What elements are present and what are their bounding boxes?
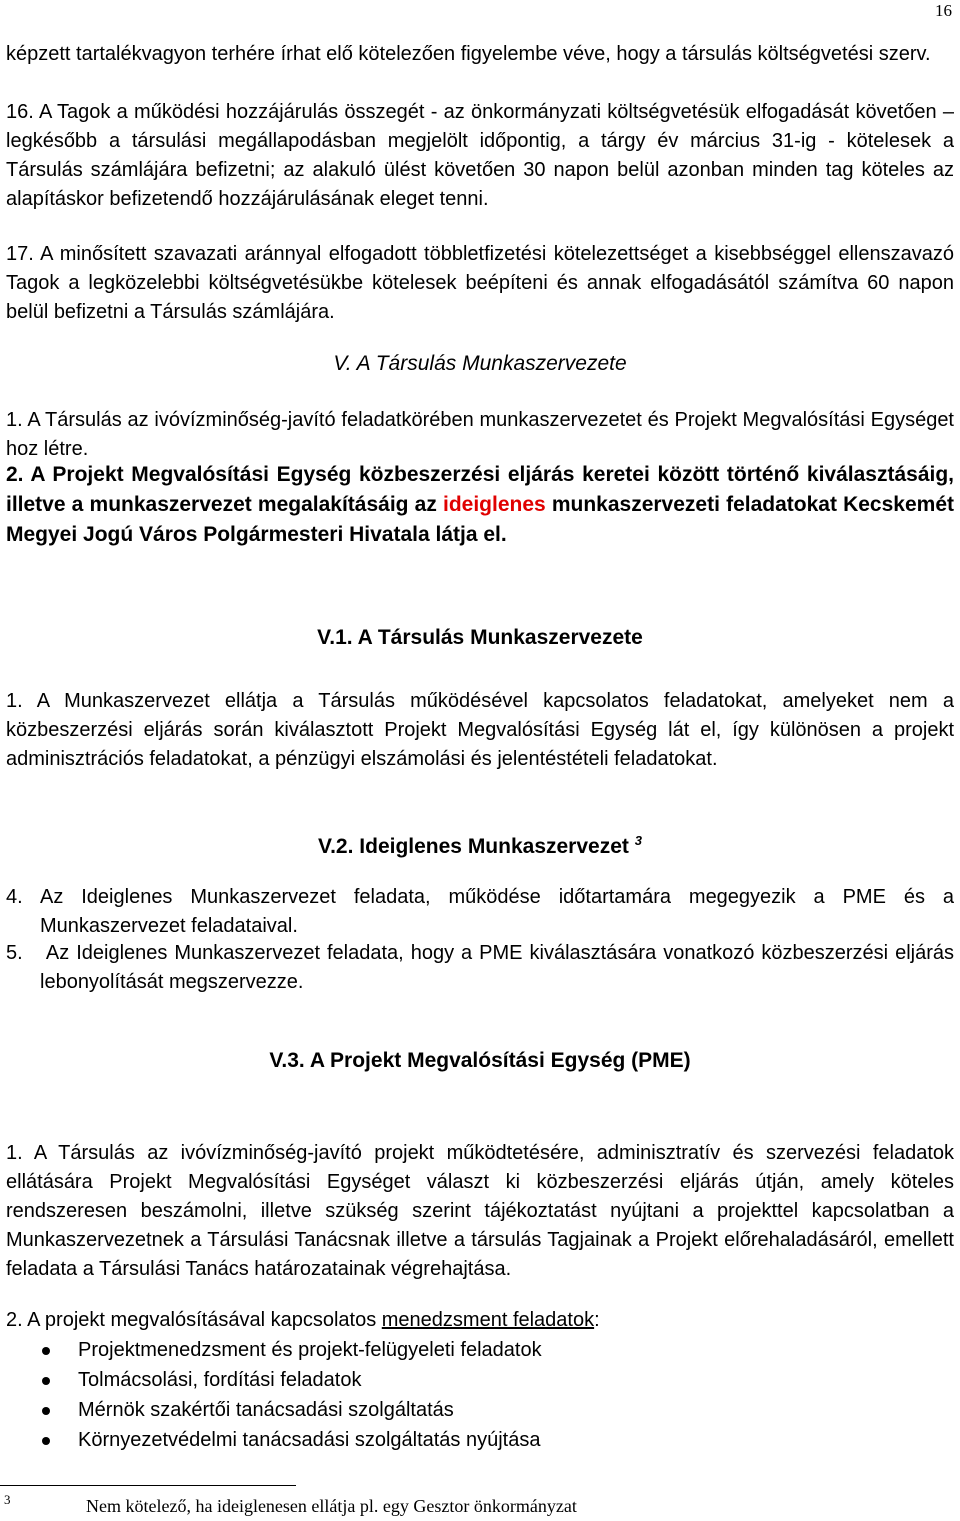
section-v-paragraph-2-text-b: munkaszervezeti feladatokat Kecskemét Megyei Jogú Város Polgármesteri Hivatala látja el. bbox=[6, 493, 954, 546]
footnote-separator bbox=[0, 1485, 296, 1486]
section-v3-paragraph-1: 1. A Társulás az ivóvízminőség-javító projekt működtetésére, adminisztratív és szervezési feladatok ellátására Projekt Megvalósítási Egységet választ ki közbeszerzési eljárás útján, amely köteles rendszeresen beszámolni, illetve szükség szerint tájékoztatást nyújtani a projekttel kapcsolatban a Munkaszervezetnek a Társulási Tanácsnak illetve a társulás Tagjainak a Projekt előrehaladásáról, emellett feladata a Társulási Tanács határozatainak végrehajtása. bbox=[6, 1142, 954, 1280]
item-number: 5. bbox=[6, 942, 23, 964]
section-v2-heading bbox=[0, 826, 960, 862]
list-item bbox=[6, 1396, 954, 1426]
section-v2-title: V.2. Ideiglenes Munkaszervezet bbox=[318, 835, 629, 858]
highlighted-word-ideiglenes: ideiglenes bbox=[442, 493, 546, 516]
task-bullet-list bbox=[6, 1336, 954, 1456]
bullet-icon bbox=[42, 1407, 50, 1415]
paragraph-17: 17. A minősített szavazati aránnyal elfogadott többletfizetési kötelezettséget a kisebbséggel ellenszavazó Tagok a legközelebbi költségvetésükbe kötelesek beépíteni és annak elfogadásától számítva 60 napon belül befizetni a Társulás számlájára. bbox=[6, 243, 954, 323]
list-item bbox=[6, 1426, 954, 1456]
bullet-icon bbox=[42, 1377, 50, 1385]
section-v3-paragraph-2-text-a: 2. A projekt megvalósításával kapcsolatos bbox=[6, 1309, 382, 1331]
section-v2-item-5 bbox=[6, 939, 954, 997]
section-v3-paragraph-2-text-b: : bbox=[594, 1309, 600, 1331]
list-item-text: Tolmácsolási, fordítási feladatok bbox=[78, 1369, 362, 1391]
item-number: 4. bbox=[6, 886, 23, 908]
paragraph-continued: képzett tartalékvagyon terhére írhat elő kötelezően figyelembe véve, hogy a társulás költségvetési szerv. bbox=[6, 43, 931, 65]
footnote-text: Nem kötelező, ha ideiglenesen ellátja pl. egy Gesztor önkormányzat bbox=[86, 1496, 577, 1516]
section-v3-title: V.3. A Projekt Megvalósítási Egység (PME) bbox=[269, 1049, 691, 1072]
section-v-paragraph-1: 1. A Társulás az ivóvízminőség-javító feladatkörében munkaszervezetet és Projekt Megvalósítási Egységet hoz létre. bbox=[6, 409, 954, 460]
section-v-paragraph-2 bbox=[6, 460, 954, 550]
bullet-icon bbox=[42, 1347, 50, 1355]
section-v3-paragraph-2 bbox=[6, 1306, 954, 1335]
page-number: 16 bbox=[935, 1, 952, 20]
list-item-text: Projektmenedzsment és projekt-felügyeleti feladatok bbox=[78, 1339, 542, 1361]
section-v1-paragraph-1: 1. A Munkaszervezet ellátja a Társulás működésével kapcsolatos feladatokat, amelyeket nem a közbeszerzési eljárás során kiválasztott Projekt Megvalósítási Egység lát el, így különösen a projekt adminisztrációs feladatokat, a pénzügyi elszámolási és jelentéstételi feladatokat. bbox=[6, 690, 954, 770]
bullet-icon bbox=[42, 1437, 50, 1445]
section-v-paragraph-2-text-a: 2. A Projekt Megvalósítási Egység közbeszerzési eljárás keretei között történő kiválasztásáig, illetve a munkaszervezet megalakításáig az bbox=[6, 463, 954, 516]
item-text: Az Ideiglenes Munkaszervezet feladata, hogy a PME kiválasztására vonatkozó közbeszerzési eljárás lebonyolítását megszervezze. bbox=[40, 942, 954, 993]
paragraph-16: 16. A Tagok a működési hozzájárulás összegét - az önkormányzati költségvetésük elfogadását követően – legkésőbb a társulási megállapodásban megjelölt időpontig, a tárgy év március 31-ig - kötelesek a Társulás számlájára befizetni; az alakuló ülést követően 30 napon belül azonban minden tag köteles az alapításkor befizetendő hozzájárulásának eleget tenni. bbox=[6, 101, 954, 210]
list-item bbox=[6, 1366, 954, 1396]
footnote-mark: 3 bbox=[4, 1492, 11, 1507]
footnote-reference: 3 bbox=[634, 833, 642, 848]
list-item-text: Környezetvédelmi tanácsadási szolgáltatás nyújtása bbox=[78, 1429, 541, 1451]
section-v1-title: V.1. A Társulás Munkaszervezete bbox=[317, 626, 643, 649]
list-item-text: Mérnök szakértői tanácsadási szolgáltatás bbox=[78, 1399, 454, 1421]
section-v-title: V. A Társulás Munkaszervezete bbox=[333, 352, 627, 375]
item-text: Az Ideiglenes Munkaszervezet feladata, működése időtartamára megegyezik a PME és a Munkaszervezet feladataival. bbox=[40, 886, 954, 937]
list-item bbox=[6, 1336, 954, 1366]
section-v2-item-4 bbox=[6, 883, 954, 941]
underlined-term: menedzsment feladatok bbox=[381, 1309, 595, 1331]
